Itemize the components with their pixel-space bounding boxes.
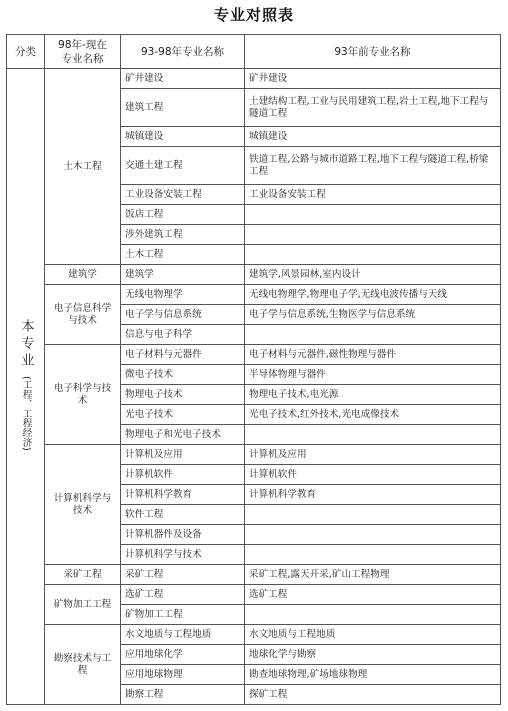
header-current-line2: 专业名称 xyxy=(61,52,104,65)
major-before-93 xyxy=(245,225,501,245)
header-current-line1: 98年-现在 xyxy=(58,38,107,51)
major-before-93: 电子学与信息系统,生物医学与信息系统 xyxy=(245,305,501,325)
major-before-93: 物理电子技术,电光源 xyxy=(245,385,501,405)
major-93-98: 建筑学 xyxy=(121,265,245,285)
major-93-98: 无线电物理学 xyxy=(121,285,245,305)
group-name: 电子科学与技术 xyxy=(45,345,121,445)
major-93-98: 涉外建筑工程 xyxy=(121,225,245,245)
major-93-98: 软件工程 xyxy=(121,505,245,525)
major-93-98: 城镇建设 xyxy=(121,127,245,147)
major-93-98: 微电子技术 xyxy=(121,365,245,385)
group-name: 采矿工程 xyxy=(45,565,121,585)
category-cell xyxy=(7,69,45,705)
major-93-98: 矿井建设 xyxy=(121,69,245,89)
major-before-93: 土建结构工程,工业与民用建筑工程,岩土工程,地下工程与隧道工程 xyxy=(245,89,501,127)
group-name: 建筑学 xyxy=(45,265,121,285)
major-before-93: 计算机软件 xyxy=(245,465,501,485)
major-before-93: 地球化学与勘察 xyxy=(245,645,501,665)
major-before-93 xyxy=(245,525,501,545)
major-before-93: 电子材料与元器件,磁性物理与器件 xyxy=(245,345,501,365)
group-name: 矿物加工工程 xyxy=(45,585,121,625)
major-93-98: 计算机器件及设备 xyxy=(121,525,245,545)
major-before-93 xyxy=(245,425,501,445)
major-before-93 xyxy=(245,205,501,225)
table-row xyxy=(7,265,501,285)
major-93-98: 物理电子和光电子技术 xyxy=(121,425,245,445)
header-before: 93年前专业名称 xyxy=(245,35,501,69)
major-before-93: 计算机及应用 xyxy=(245,445,501,465)
major-93-98: 电子材料与元器件 xyxy=(121,345,245,365)
major-before-93: 计算机科学教育 xyxy=(245,485,501,505)
major-93-98: 应用地球物理 xyxy=(121,665,245,685)
group-name: 电子信息科学与技术 xyxy=(45,285,121,345)
major-93-98: 建筑工程 xyxy=(121,89,245,127)
major-before-93 xyxy=(245,325,501,345)
major-before-93: 水文地质与工程地质 xyxy=(245,625,501,645)
major-before-93: 勘查地球物理,矿场地球物理 xyxy=(245,665,501,685)
major-93-98: 勘察工程 xyxy=(121,685,245,705)
major-before-93: 采矿工程,露天开采,矿山工程物理 xyxy=(245,565,501,585)
major-before-93: 无线电物理学,物理电子学,无线电波传播与天线 xyxy=(245,285,501,305)
group-name: 土木工程 xyxy=(45,69,121,265)
major-93-98: 采矿工程 xyxy=(121,565,245,585)
major-before-93: 选矿工程 xyxy=(245,585,501,605)
major-93-98: 物理电子技术 xyxy=(121,385,245,405)
major-93-98: 土木工程 xyxy=(121,245,245,265)
major-before-93: 矿井建设 xyxy=(245,69,501,89)
major-93-98: 计算机科学与技术 xyxy=(121,545,245,565)
major-before-93: 铁道工程,公路与城市道路工程,地下工程与隧道工程,桥梁工程 xyxy=(245,147,501,185)
major-93-98: 矿物加工工程 xyxy=(121,605,245,625)
major-93-98: 饭店工程 xyxy=(121,205,245,225)
major-before-93 xyxy=(245,605,501,625)
major-before-93 xyxy=(245,505,501,525)
major-before-93: 工业设备安装工程 xyxy=(245,185,501,205)
major-93-98: 选矿工程 xyxy=(121,585,245,605)
major-before-93: 半导体物理与器件 xyxy=(245,365,501,385)
table-row xyxy=(7,625,501,645)
table-row xyxy=(7,345,501,365)
table-row xyxy=(7,585,501,605)
table-row xyxy=(7,285,501,305)
major-93-98: 光电子技术 xyxy=(121,405,245,425)
table-row xyxy=(7,445,501,465)
header-category: 分类 xyxy=(7,35,45,69)
major-before-93: 建筑学,风景园林,室内设计 xyxy=(245,265,501,285)
major-93-98: 工业设备安装工程 xyxy=(121,185,245,205)
major-before-93 xyxy=(245,545,501,565)
major-93-98: 水文地质与工程地质 xyxy=(121,625,245,645)
major-before-93: 探矿工程 xyxy=(245,685,501,705)
category-note: (工程、工程经济) xyxy=(20,375,32,451)
major-93-98: 信息与电子科学 xyxy=(121,325,245,345)
comparison-table xyxy=(6,34,501,705)
major-before-93: 城镇建设 xyxy=(245,127,501,147)
major-93-98: 计算机软件 xyxy=(121,465,245,485)
table-row xyxy=(7,69,501,89)
table-header-row xyxy=(7,35,501,69)
page-title: 专业对照表 xyxy=(213,6,294,24)
group-name: 计算机科学与技术 xyxy=(45,445,121,565)
table-row xyxy=(7,565,501,585)
major-93-98: 计算机及应用 xyxy=(121,445,245,465)
header-range: 93-98年专业名称 xyxy=(121,35,245,69)
header-current xyxy=(45,35,121,69)
major-before-93 xyxy=(245,245,501,265)
major-before-93: 光电子技术,红外技术,光电成像技术 xyxy=(245,405,501,425)
major-93-98: 计算机科学教育 xyxy=(121,485,245,505)
major-93-98: 应用地球化学 xyxy=(121,645,245,665)
category-label: 本 专 业 xyxy=(18,318,34,366)
group-name: 勘察技术与工程 xyxy=(45,625,121,705)
major-93-98: 交通土建工程 xyxy=(121,147,245,185)
major-93-98: 电子学与信息系统 xyxy=(121,305,245,325)
